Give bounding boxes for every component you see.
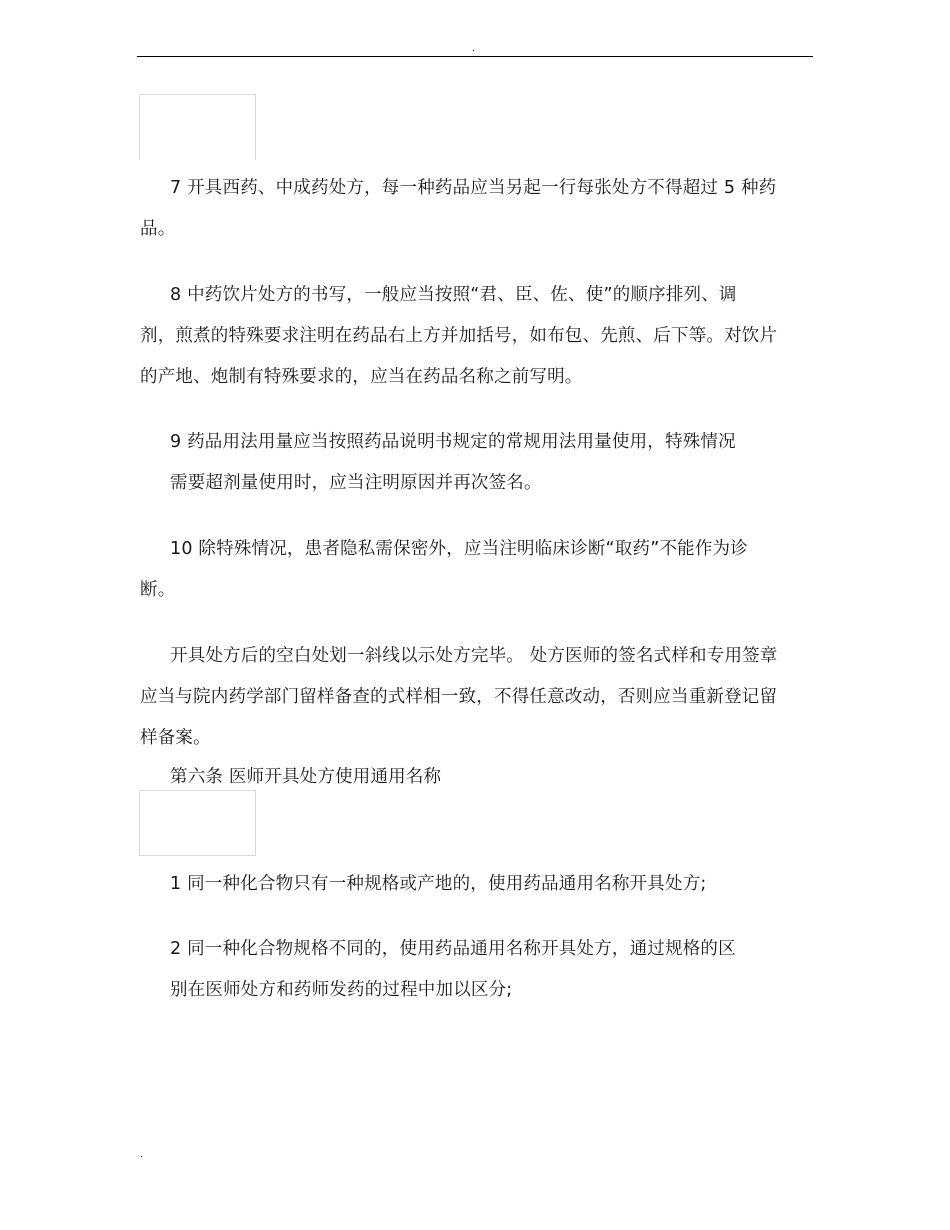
paragraph-item-9 xyxy=(170,422,810,504)
paragraph-line: 10 除特殊情况，患者隐私需保密外，应当注明临床诊断“取药”不能作为诊 xyxy=(170,539,748,559)
paragraph-line: 1 同一种化合物只有一种规格或产地的，使用药品通用名称开具处方; xyxy=(170,874,707,894)
paragraph-blank-space xyxy=(140,636,812,759)
paragraph-line: 8 中药饮片处方的书写，一般应当按照“君、臣、佐、使”的顺序排列、调 xyxy=(170,285,737,305)
image-placeholder xyxy=(139,94,256,160)
header-dot: . xyxy=(472,43,476,54)
paragraph-item-10 xyxy=(140,529,812,611)
paragraph-line: 需要超剂量使用时，应当注明原因并再次签名。 xyxy=(170,473,542,493)
paragraph-item-2 xyxy=(170,929,810,1011)
header-rule xyxy=(137,56,813,57)
paragraph-line: 断。 xyxy=(140,580,176,600)
footer-dot: . xyxy=(140,1149,144,1160)
paragraph-line: 的产地、炮制有特殊要求的，应当在药品名称之前写明。 xyxy=(140,367,583,387)
paragraph-line: 7 开具西药、中成药处方，每一种药品应当另起一行每张处方不得超过 5 种药 xyxy=(170,178,777,198)
paragraph-item-8 xyxy=(140,275,812,398)
article-title: 第六条 医师开具处方使用通用名称 xyxy=(170,767,442,787)
paragraph-line: 样备案。 xyxy=(140,728,211,748)
image-placeholder xyxy=(139,790,256,856)
paragraph-line: 开具处方后的空白处划一斜线以示处方完毕。 处方医师的签名式样和专用签章 xyxy=(170,646,778,666)
paragraph-line: 9 药品用法用量应当按照药品说明书规定的常规用法用量使用，特殊情况 xyxy=(170,432,736,452)
article-heading xyxy=(170,757,810,798)
paragraph-line: 品。 xyxy=(140,219,176,239)
paragraph-line: 应当与院内药学部门留样备查的式样相一致，不得任意改动，否则应当重新登记留 xyxy=(140,687,778,707)
paragraph-line: 别在医师处方和药师发药的过程中加以区分; xyxy=(170,980,513,1000)
paragraph-item-7 xyxy=(140,168,812,250)
paragraph-item-1 xyxy=(170,864,810,905)
paragraph-line: 2 同一种化合物规格不同的，使用药品通用名称开具处方，通过规格的区 xyxy=(170,939,736,959)
paragraph-line: 剂，煎煮的特殊要求注明在药品右上方并加括号，如布包、先煎、后下等。对饮片 xyxy=(140,326,778,346)
